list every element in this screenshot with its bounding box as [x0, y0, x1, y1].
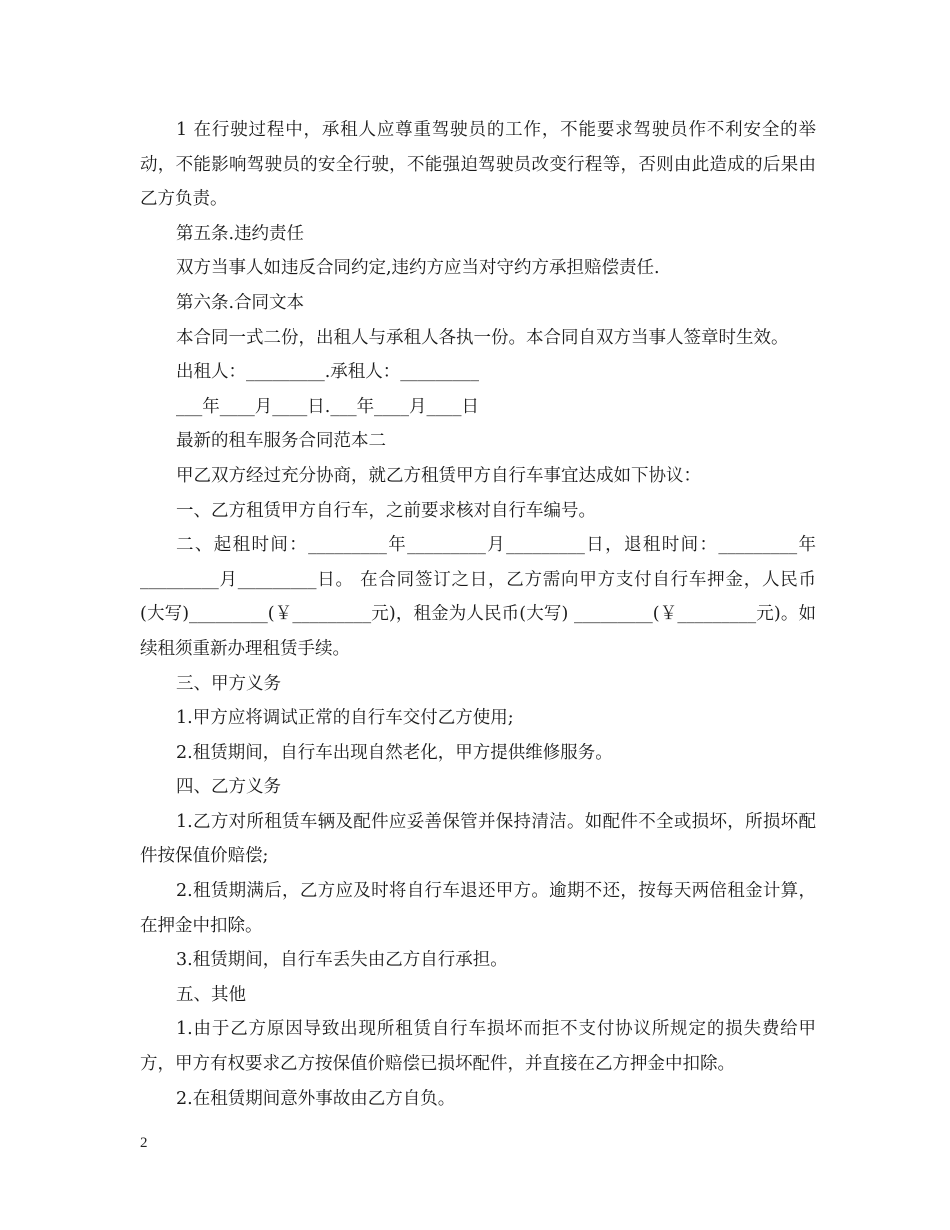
clause-paragraph: 二、起租时间：_________年_________月_________日，退租时间：_________年_________月_________日。 在合同签订之日，乙方需向甲方支付自行车押金，人民币(大写)_________(￥_________元)，租金为人民币(大写) _________(￥_________元)。如续租须重新办理租赁手续。	[140, 535, 816, 659]
section-heading: 四、乙方义务	[176, 777, 281, 798]
section-heading: 第五条.违约责任	[176, 223, 305, 244]
list-item: 3.租赁期间，自行车丢失由乙方自行承担。	[176, 950, 508, 971]
list-item: 2.租赁期间，自行车出现自然老化，甲方提供维修服务。	[176, 742, 613, 763]
signature-line: 出租人：_________.承租人：_________	[176, 362, 480, 383]
document-body	[140, 113, 816, 1116]
clause-paragraph: 双方当事人如违反合同约定,违约方应当对守约方承担赔偿责任.	[176, 258, 660, 279]
intro-paragraph: 甲乙双方经过充分协商，就乙方租赁甲方自行车事宜达成如下协议：	[176, 465, 701, 486]
clause-paragraph: 1 在行驶过程中，承租人应尊重驾驶员的工作，不能要求驾驶员作不利安全的举动，不能影响驾驶员的安全行驶，不能强迫驾驶员改变行程等，否则由此造成的后果由乙方负责。	[140, 120, 816, 210]
document-title: 最新的租车服务合同范本二	[176, 431, 386, 452]
section-heading: 第六条.合同文本	[176, 292, 305, 313]
list-item: 1.乙方对所租赁车辆及配件应妥善保管并保持清洁。如配件不全或损坏，所损坏配件按保值价赔偿;	[140, 811, 816, 867]
date-line: ___年____月____日.___年____月____日	[176, 396, 480, 417]
clause-paragraph: 一、乙方租赁甲方自行车，之前要求核对自行车编号。	[176, 500, 596, 521]
list-item: 2.租赁期满后，乙方应及时将自行车退还甲方。逾期不还，按每天两倍租金计算，在押金中扣除。	[140, 881, 816, 936]
list-item: 2.在租赁期间意外事故由乙方自负。	[176, 1088, 456, 1109]
section-heading: 五、其他	[176, 984, 246, 1005]
section-heading: 三、甲方义务	[176, 673, 281, 694]
clause-paragraph: 本合同一式二份，出租人与承租人各执一份。本合同自双方当事人签章时生效。	[176, 327, 789, 348]
list-item: 1.由于乙方原因导致出现所租赁自行车损坏而拒不支付协议所规定的损失费给甲方，甲方有权要求乙方按保值价赔偿已损坏配件，并直接在乙方押金中扣除。	[140, 1019, 816, 1075]
list-item: 1.甲方应将调试正常的自行车交付乙方使用;	[176, 708, 514, 729]
page-number: 2	[140, 1135, 148, 1151]
